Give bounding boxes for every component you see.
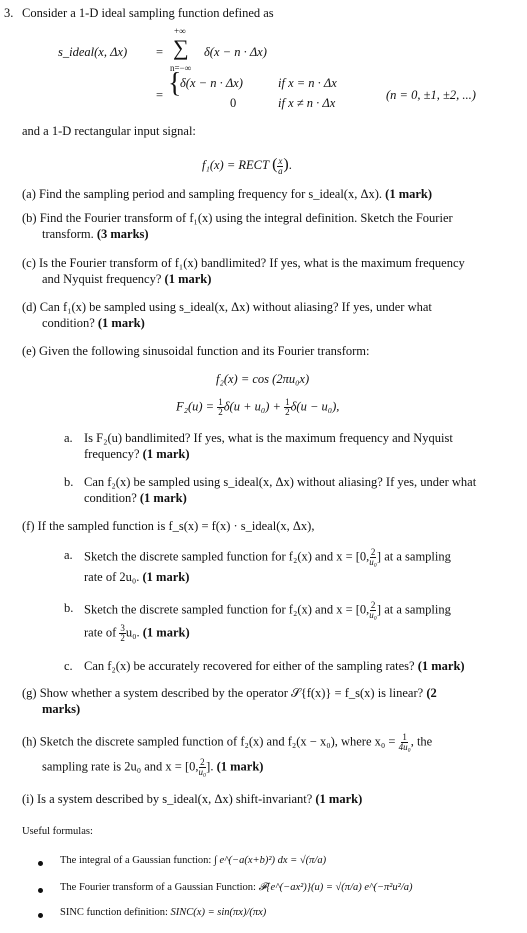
item-d-marks: (1 mark) — [97, 316, 145, 330]
formula-2-text: The Fourier transform of a Gaussian Function: — [60, 882, 256, 893]
item-d-label: (d) — [22, 300, 37, 314]
f-sub-a-frac-num: 2 — [370, 547, 376, 557]
F2-term2: δ(u − u₀), — [290, 399, 340, 414]
f-sub-a-line1 — [84, 548, 451, 567]
f2-definition: f₂(x) = cos (2πu₀x) — [216, 372, 310, 386]
f-sub-b-frac2-den: 2 — [120, 633, 125, 643]
summation-symbol: ∑ — [173, 35, 189, 60]
f-sub-b-frac-den: u₀ — [369, 610, 377, 620]
item-c-label: (c) — [22, 256, 36, 270]
bullet-2 — [38, 888, 43, 893]
item-f — [22, 519, 314, 534]
item-c — [22, 256, 465, 271]
item-g-marks2: marks) — [42, 702, 81, 716]
item-h — [22, 733, 432, 752]
f1-lhs: f₁(x) = RECT — [202, 158, 269, 172]
equals-sign-2: = — [156, 88, 164, 102]
f-sub-b-marks: (1 mark) — [142, 625, 190, 640]
case2-condition: if x ≠ n · Δx — [278, 96, 336, 110]
f-sub-b-text: Sketch the discrete sampled function for f₂(x) and x = [0, — [84, 602, 370, 617]
e-sub-a-marks: (1 mark) — [142, 447, 190, 461]
item-f-label: (f) — [22, 519, 35, 533]
f-sub-b-label: b. — [64, 601, 74, 615]
item-b-cont — [42, 227, 149, 242]
formula-3-text: SINC function definition: — [60, 907, 168, 918]
f-sub-a-cont — [84, 570, 189, 585]
item-b-line1: Find the Fourier transform of f₁(x) using the integral definition. Sketch the Fourier — [39, 211, 453, 225]
f-sub-a-frac-den: u₀ — [369, 557, 377, 567]
F2-half-2-den: 2 — [285, 407, 290, 417]
F2-definition — [176, 398, 339, 417]
item-g-label: (g) — [22, 686, 37, 700]
equals-sign-1: = — [156, 45, 164, 59]
item-g-marks1: (2 — [426, 686, 437, 700]
item-c-line1: Is the Fourier transform of f₁(x) bandlimited? If yes, what is the maximum frequency — [39, 256, 465, 270]
item-h-frac2-num: 2 — [200, 757, 205, 767]
formula-2-expr: 𝓕{e^(−ax²)}(u) = √(π/a) e^(−π²u²/a) — [258, 882, 413, 893]
formula-3-expr: SINC(x) = sin(πx)/(πx) — [170, 907, 267, 918]
f-sub-b-cont — [84, 624, 190, 643]
item-d — [22, 300, 432, 315]
cases-brace: { — [168, 68, 182, 99]
f-sub-b-frac2-num: 3 — [120, 623, 125, 633]
item-e-text: Given the following sinusoidal function and its Fourier transform: — [39, 344, 370, 358]
item-h-text1: Sketch the discrete sampled function of f₂(x) and f₂(x − x₀), where x₀ = — [39, 734, 396, 749]
formula-3 — [60, 907, 266, 918]
f-sub-a-text: Sketch the discrete sampled function for f₂(x) and x = [0, — [84, 549, 370, 564]
item-h-frac-num: 1 — [402, 732, 407, 742]
F2-half-2-num: 1 — [285, 397, 290, 407]
f1-definition: f₁(x) = RECT ( $\frac{x}{a}$ ). — [202, 155, 292, 176]
F2-half-1-num: 1 — [218, 397, 223, 407]
formula-1-text: The integral of a Gaussian function: — [60, 855, 212, 866]
item-d-cont — [42, 316, 145, 331]
bullet-1 — [38, 861, 43, 866]
item-c-cont — [42, 272, 211, 287]
F2-lhs: F₂(u) = — [176, 399, 215, 414]
item-h-cont — [42, 758, 263, 777]
f-sub-c-label: c. — [64, 659, 73, 673]
item-h-frac2-den: u₀ — [198, 767, 207, 777]
f-sub-b-text-end: ] at a sampling — [376, 602, 451, 617]
f-sub-c-line — [84, 659, 465, 674]
case1-condition: if x = n · Δx — [278, 76, 337, 90]
useful-formulas-title: Useful formulas: — [22, 826, 93, 837]
item-b-label: (b) — [22, 211, 37, 225]
item-h-line2: sampling rate is 2u₀ and x = [0, — [42, 759, 199, 774]
e-sub-b-marks: (1 mark) — [139, 491, 187, 505]
formula-2 — [60, 882, 413, 894]
item-b-line2: transform. — [42, 227, 94, 241]
f-sub-a-line2: rate of 2u₀. — [84, 570, 140, 584]
f-sub-b-frac — [369, 601, 377, 620]
f-sub-a-text-end: ] at a sampling — [376, 549, 451, 564]
item-c-marks: (1 mark) — [164, 272, 212, 286]
e-sub-b-cont — [84, 491, 187, 506]
e-sub-b-line1: Can f₂(x) be sampled using s_ideal(x, Δx) without aliasing? If yes, under what — [84, 475, 477, 489]
F2-half-1-den: 2 — [218, 407, 223, 417]
f-sub-a-frac — [369, 548, 377, 567]
f-sub-a-marks: (1 mark) — [142, 570, 190, 584]
item-e-label: (e) — [22, 344, 36, 358]
f1-frac-num: x — [278, 155, 283, 166]
item-h-label: (h) — [22, 734, 37, 749]
case1-expression: δ(x − n · Δx) — [180, 76, 243, 90]
f-sub-c-marks: (1 mark) — [417, 659, 465, 673]
n-range: (n = 0, ±1, ±2, ...) — [386, 88, 476, 102]
item-i-marks: (1 mark) — [315, 792, 363, 806]
F2-term1: δ(u + u₀) + — [223, 399, 281, 414]
item-h-marks: (1 mark) — [216, 759, 264, 774]
f-sub-b-frac-num: 2 — [370, 600, 376, 610]
item-a — [22, 187, 432, 202]
formula-1 — [60, 855, 326, 866]
intro-text: Consider a 1-D ideal sampling function defined as — [22, 6, 274, 20]
sideal-lhs: s_ideal(x, Δx) — [58, 45, 128, 59]
paren-close: ) — [283, 156, 289, 173]
item-a-label: (a) — [22, 187, 36, 201]
e-sub-a-cont — [84, 447, 190, 462]
e-sub-a-label: a. — [64, 431, 73, 445]
item-i-label: (i) — [22, 792, 34, 806]
item-f-text: If the sampled function is f_s(x) = f(x) · s_ideal(x, Δx), — [37, 519, 315, 533]
item-d-line1: Can f₁(x) be sampled using s_ideal(x, Δx) without aliasing? If yes, under what — [39, 300, 432, 314]
f-sub-b-line2b: u₀. — [125, 625, 140, 640]
item-h-frac-den: 4u₀ — [398, 742, 411, 752]
e-sub-a-line2: frequency? — [84, 447, 140, 461]
item-a-marks: (1 mark) — [385, 187, 433, 201]
item-e — [22, 344, 370, 359]
item-h-line2-end: ]. — [206, 759, 214, 774]
item-g-line1: Show whether a system described by the operator 𝒮{f(x)} = f_s(x) is linear? — [39, 686, 424, 700]
item-c-line2: and Nyquist frequency? — [42, 272, 162, 286]
sum-body: δ(x − n · Δx) — [204, 45, 267, 59]
e-sub-a-line1: Is F₂(u) bandlimited? If yes, what is the maximum frequency and Nyquist — [84, 431, 453, 445]
f-sub-b-line1 — [84, 601, 451, 620]
item-i-text: Is a system described by s_ideal(x, Δx) shift-invariant? — [36, 792, 313, 806]
item-b-marks: (3 marks) — [96, 227, 149, 241]
item-h-text2: , the — [410, 734, 433, 749]
f1-frac-den: a — [278, 165, 283, 176]
item-b — [22, 211, 453, 226]
paren-open: ( — [272, 156, 278, 173]
sum-upper-limit: +∞ — [174, 26, 186, 36]
rect-intro: and a 1-D rectangular input signal: — [22, 124, 196, 138]
item-d-line2: condition? — [42, 316, 95, 330]
item-h-frac — [399, 733, 411, 752]
case2-expression: 0 — [230, 96, 237, 110]
f-sub-c-text: Can f₂(x) be accurately recovered for either of the sampling rates? — [84, 659, 415, 673]
formula-1-expr: ∫ e^(−a(x+b)²) dx = √(π/a) — [213, 855, 327, 866]
e-sub-b-label: b. — [64, 475, 74, 489]
f-sub-b-line2a: rate of — [84, 625, 117, 640]
item-a-text: Find the sampling period and sampling frequency for s_ideal(x, Δx). — [39, 187, 383, 201]
f-sub-a-label: a. — [64, 548, 73, 562]
e-sub-b-line2: condition? — [84, 491, 137, 505]
bullet-3 — [38, 913, 43, 918]
item-i — [22, 792, 362, 807]
sum-lower-limit: n=−∞ — [170, 63, 192, 73]
question-number: 3. — [4, 6, 14, 20]
item-g — [22, 686, 437, 701]
